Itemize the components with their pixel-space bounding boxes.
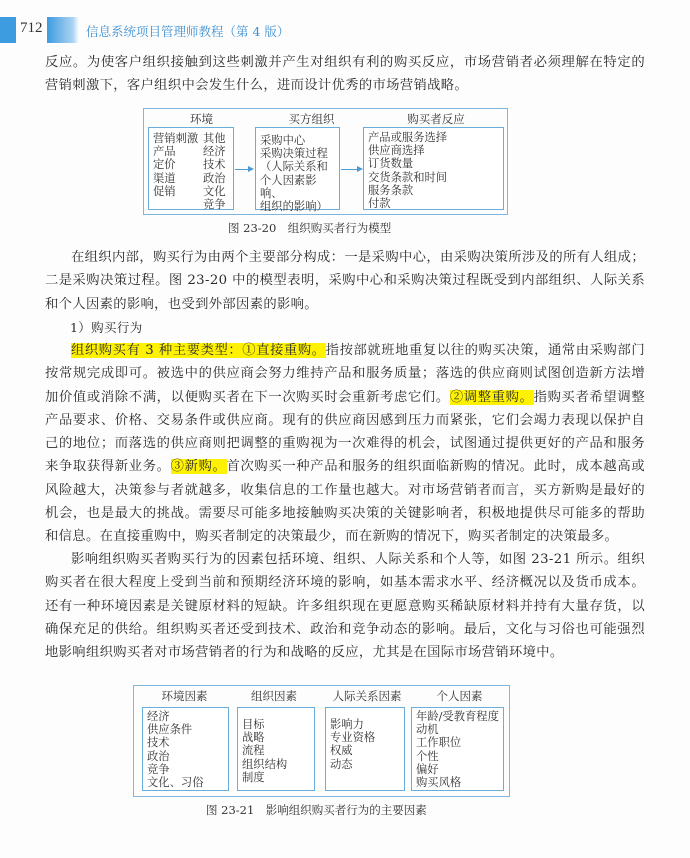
arrow-right-icon xyxy=(341,169,361,170)
text-segment: 指购买者希望调整产品要求、价格、交易条件或供应商。现有的供应商因感到压力而紧张，它们会竭力表现以保护自己的地位；而落选的供应商则把调整的重购视为一次难得的机会，试图通过提供更好的产品和服务来争取获得新业务。 xyxy=(45,389,645,475)
factor-item: 购买风格 xyxy=(416,776,462,790)
fig2-title-individual: 个人因素 xyxy=(436,689,483,703)
factor-item: 年龄/受教育程度 xyxy=(416,710,499,723)
highlight-direct-rebuy: 组织购买有 3 种主要类型：①直接重购。 xyxy=(71,343,326,358)
response-item: 交货条款和时间 xyxy=(368,170,448,184)
figure-23-20 xyxy=(143,108,508,215)
factor-item: 组织结构 xyxy=(242,757,288,771)
env-item: 营销刺激 xyxy=(153,132,199,145)
env-item: 政治 xyxy=(203,171,226,185)
factor-item: 个性 xyxy=(416,749,439,763)
fig1-title-environment: 环境 xyxy=(190,112,213,126)
org-item: 采购中心 xyxy=(260,134,306,147)
figure-23-20-caption: 图 23-20 组织购买者行为模型 xyxy=(228,221,392,235)
paragraph-3 xyxy=(45,339,645,549)
arrow-right-icon xyxy=(235,169,252,170)
factor-item: 政治 xyxy=(147,749,170,763)
page-header xyxy=(0,17,690,43)
env-item: 文化 xyxy=(203,184,226,198)
org-item: （人际关系和 xyxy=(260,160,328,174)
factor-item: 权威 xyxy=(330,744,353,758)
env-item: 产品 xyxy=(153,145,176,159)
fig1-buyer-org-box xyxy=(255,127,340,214)
factor-item: 影响力 xyxy=(330,718,364,731)
fig2-environment-box xyxy=(142,707,229,791)
highlight-new-task: ③新购。 xyxy=(170,459,227,475)
factor-item: 工作职位 xyxy=(416,736,462,750)
factor-item: 供应条件 xyxy=(147,723,193,737)
env-item: 促销 xyxy=(153,184,176,198)
fig2-interpersonal-box xyxy=(325,707,405,791)
factor-item: 战略 xyxy=(242,731,265,745)
header-gradient-bar xyxy=(47,17,79,43)
factor-item: 竞争 xyxy=(147,762,170,776)
env-item: 技术 xyxy=(203,158,226,172)
fig1-title-buyer-response: 购买者反应 xyxy=(407,112,465,126)
env-item: 定价 xyxy=(153,158,176,172)
factor-item: 动机 xyxy=(416,723,439,737)
highlight-modified-rebuy: ②调整重购。 xyxy=(449,389,534,405)
env-item: 竞争 xyxy=(203,198,226,212)
response-item: 订货数量 xyxy=(368,157,414,171)
org-item: 采购决策过程 xyxy=(260,147,328,161)
fig2-title-organization: 组织因素 xyxy=(251,689,297,703)
book-title: 信息系统项目管理师教程（第 4 版） xyxy=(86,24,290,39)
page-number: 712 xyxy=(20,20,43,36)
org-item: 组织的影响） xyxy=(260,200,328,214)
factor-item: 技术 xyxy=(147,736,170,750)
fig2-title-environment: 环境因素 xyxy=(161,689,208,703)
factor-item: 目标 xyxy=(242,718,265,731)
text-segment: 首次购买一种产品和服务的组织面临新购的情况。此时，成本越高或风险越大，决策参与者就越多，收集信息的工作量也越大。对市场营销者而言，买方新购是最好的机会，也是最大的挑战。需要尽可能多地接触购买决策的关键影响者，积极地提供尽可能多的帮助和信息。在直接重购中，购买者制定的决策最少，而在新购的情况下，购买者制定的决策最多。 xyxy=(45,459,645,545)
text-segment: 指按部就班地重复以往的购买决策，通常由采购部门按常规完成即可。被选中的供应商会努力维持产品和服务质量；落选的供应商则试图创造新方法增加价值或消除不满，以便购买者在下一次购买时会重新考虑它们。 xyxy=(45,343,645,405)
factor-item: 制度 xyxy=(242,770,265,784)
response-item: 供应商选择 xyxy=(368,144,425,158)
paragraph-4: 影响组织购买者购买行为的因素包括环境、组织、人际关系和个人等，如图 23-21 所示。组织购买者在很大程度上受到当前和预期经济环境的影响，如基本需求水平、经济概况以及货币成本。还有一种环境因素是关键原材料的短缺。许多组织现在更愿意购买稀缺原材料并持有大量存货，以确保充足的供给。组织购买者还受到技术、政治和竞争动态的影响。最后，文化与习俗也可能强烈地影响组织购买者对市场营销者的行为和战略的反应，尤其是在国际市场营销环境中。 xyxy=(45,552,645,661)
response-item: 产品或服务选择 xyxy=(368,131,448,144)
fig1-title-buyer-org: 买方组织 xyxy=(288,112,335,126)
fig1-buyer-response-box xyxy=(363,127,504,210)
env-item: 经济 xyxy=(203,145,226,159)
env-item: 渠道 xyxy=(153,171,176,185)
factor-item: 动态 xyxy=(330,757,353,771)
fig2-organization-box xyxy=(237,707,315,791)
fig2-individual-box xyxy=(411,707,504,791)
factor-item: 经济 xyxy=(147,710,170,723)
factor-item: 文化、习俗 xyxy=(147,776,204,790)
env-item: 其他 xyxy=(203,132,226,145)
intro-paragraph: 反应。为使客户组织接触到这些刺激并产生对组织有利的购买反应，市场营销者必须理解在特定的营销刺激下，客户组织中会发生什么，进而设计优秀的市场营销战略。 xyxy=(45,55,645,94)
fig1-environment-box xyxy=(148,127,234,210)
response-item: 服务条款 xyxy=(368,183,414,197)
factor-item: 流程 xyxy=(242,744,265,758)
factor-item: 偏好 xyxy=(416,762,439,776)
org-item: 个人因素影响、 xyxy=(260,173,317,200)
figure-23-21 xyxy=(133,685,510,797)
header-accent-bar xyxy=(0,17,16,43)
section-heading: 1）购买行为 xyxy=(70,320,143,335)
fig2-title-interpersonal: 人际关系因素 xyxy=(332,689,402,703)
figure-23-21-caption: 图 23-21 影响组织购买者行为的主要因素 xyxy=(206,803,427,817)
factor-item: 专业资格 xyxy=(330,731,376,745)
paragraph-2: 在组织内部，购买行为由两个主要部分构成：一是采购中心，由采购决策所涉及的所有人组成；二是采购决策过程。图 23-20 中的模型表明，采购中心和采购决策过程既受到内部组织、人际关系和个人因素的影响，也受到外部因素的影响。 xyxy=(45,250,645,312)
response-item: 付款 xyxy=(368,197,391,211)
